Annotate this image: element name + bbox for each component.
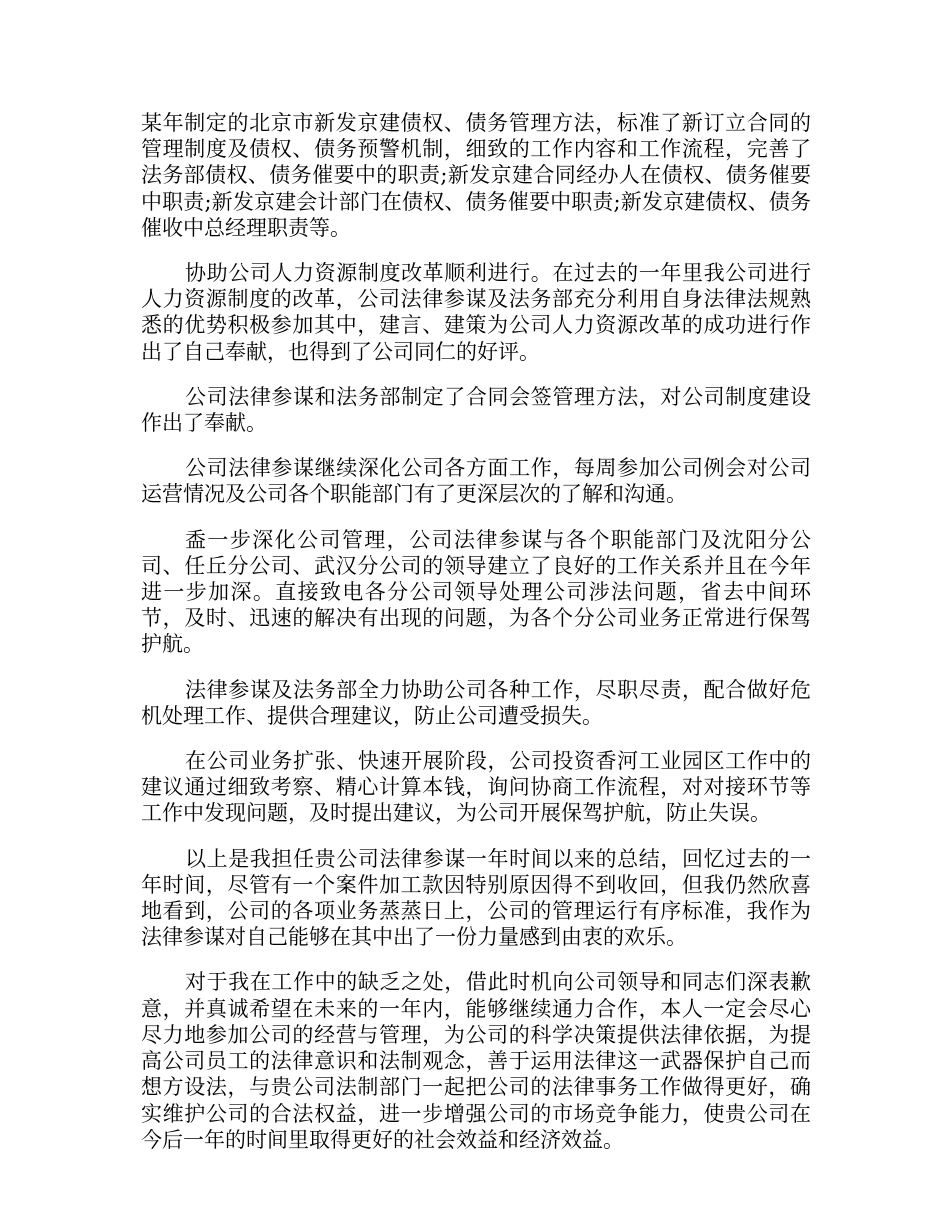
paragraph-4: 公司法律参谋继续深化公司各方面工作，每周参加公司例会对公司运营情况及公司各个职能部门有了更深层次的了解和沟通。 xyxy=(141,456,811,507)
paragraph-2: 协助公司人力资源制度改革顺利进行。在过去的一年里我公司进行人力资源制度的改革，公司法律参谋及法务部充分利用自身法律法规熟悉的优势积极参加其中，建言、建策为公司人力资源改革的成功进行作出了自己奉献，也得到了公司同仁的好评。 xyxy=(141,261,811,364)
paragraph-9: 对于我在工作中的缺乏之处，借此时机向公司领导和同志们深表歉意，并真诚希望在未来的一年内，能够继续通力合作，本人一定会尽心尽力地参加公司的经营与管理，为公司的科学决策提供法律依据，为提高公司员工的法律意识和法制观念，善于运用法律这一武器保护自己而想方设法，与贵公司法制部门一起把公司的法律事务工作做得更好，确实维护公司的合法权益，进一步增强公司的市场竞争能力，使贵公司在今后一年的时间里取得更好的社会效益和经济效益。 xyxy=(141,970,811,1152)
paragraph-5: 盉一步深化公司管理，公司法律参谋与各个职能部门及沈阳分公司、任丘分公司、武汉分公司的领导建立了良好的工作关系并且在今年进一步加深。直接致电各分公司领导处理公司涉法问题，省去中间环节，及时、迅速的解决有出现的问题，为各个分公司业务正常进行保驾护航。 xyxy=(141,527,811,657)
document-page xyxy=(141,110,811,1172)
paragraph-8: 以上是我担任贵公司法律参谋一年时间以来的总结，回忆过去的一年时间，尽管有一个案件加工款因特别原因得不到收回，但我仍然欣喜地看到，公司的各项业务蒸蒸日上，公司的管理运行有序标准，我作为法律参谋对自己能够在其中出了一份力量感到由衷的欢乐。 xyxy=(141,846,811,950)
paragraph-7: 在公司业务扩张、快速开展阶段，公司投资香河工业园区工作中的建议通过细致考察、精心计算本钱，询问协商工作流程，对对接环节等工作中发现问题，及时提出建议，为公司开展保驾护航，防止失误。 xyxy=(141,749,811,826)
paragraph-6: 法律参谋及法务部全力协助公司各种工作，尽职尽责，配合做好危机处理工作、提供合理建议，防止公司遭受损失。 xyxy=(141,677,811,728)
paragraph-1: 某年制定的北京市新发京建债权、债务管理方法，标准了新订立合同的管理制度及债权、债务预警机制，细致的工作内容和工作流程，完善了法务部债权、债务催要中的职责;新发京建合同经办人在债权、债务催要中职责;新发京建会计部门在债权、债务催要中职责;新发京建债权、债务催收中总经理职责等。 xyxy=(141,111,811,240)
paragraph-3: 公司法律参谋和法务部制定了合同会签管理方法，对公司制度建设作出了奉献。 xyxy=(141,384,811,436)
